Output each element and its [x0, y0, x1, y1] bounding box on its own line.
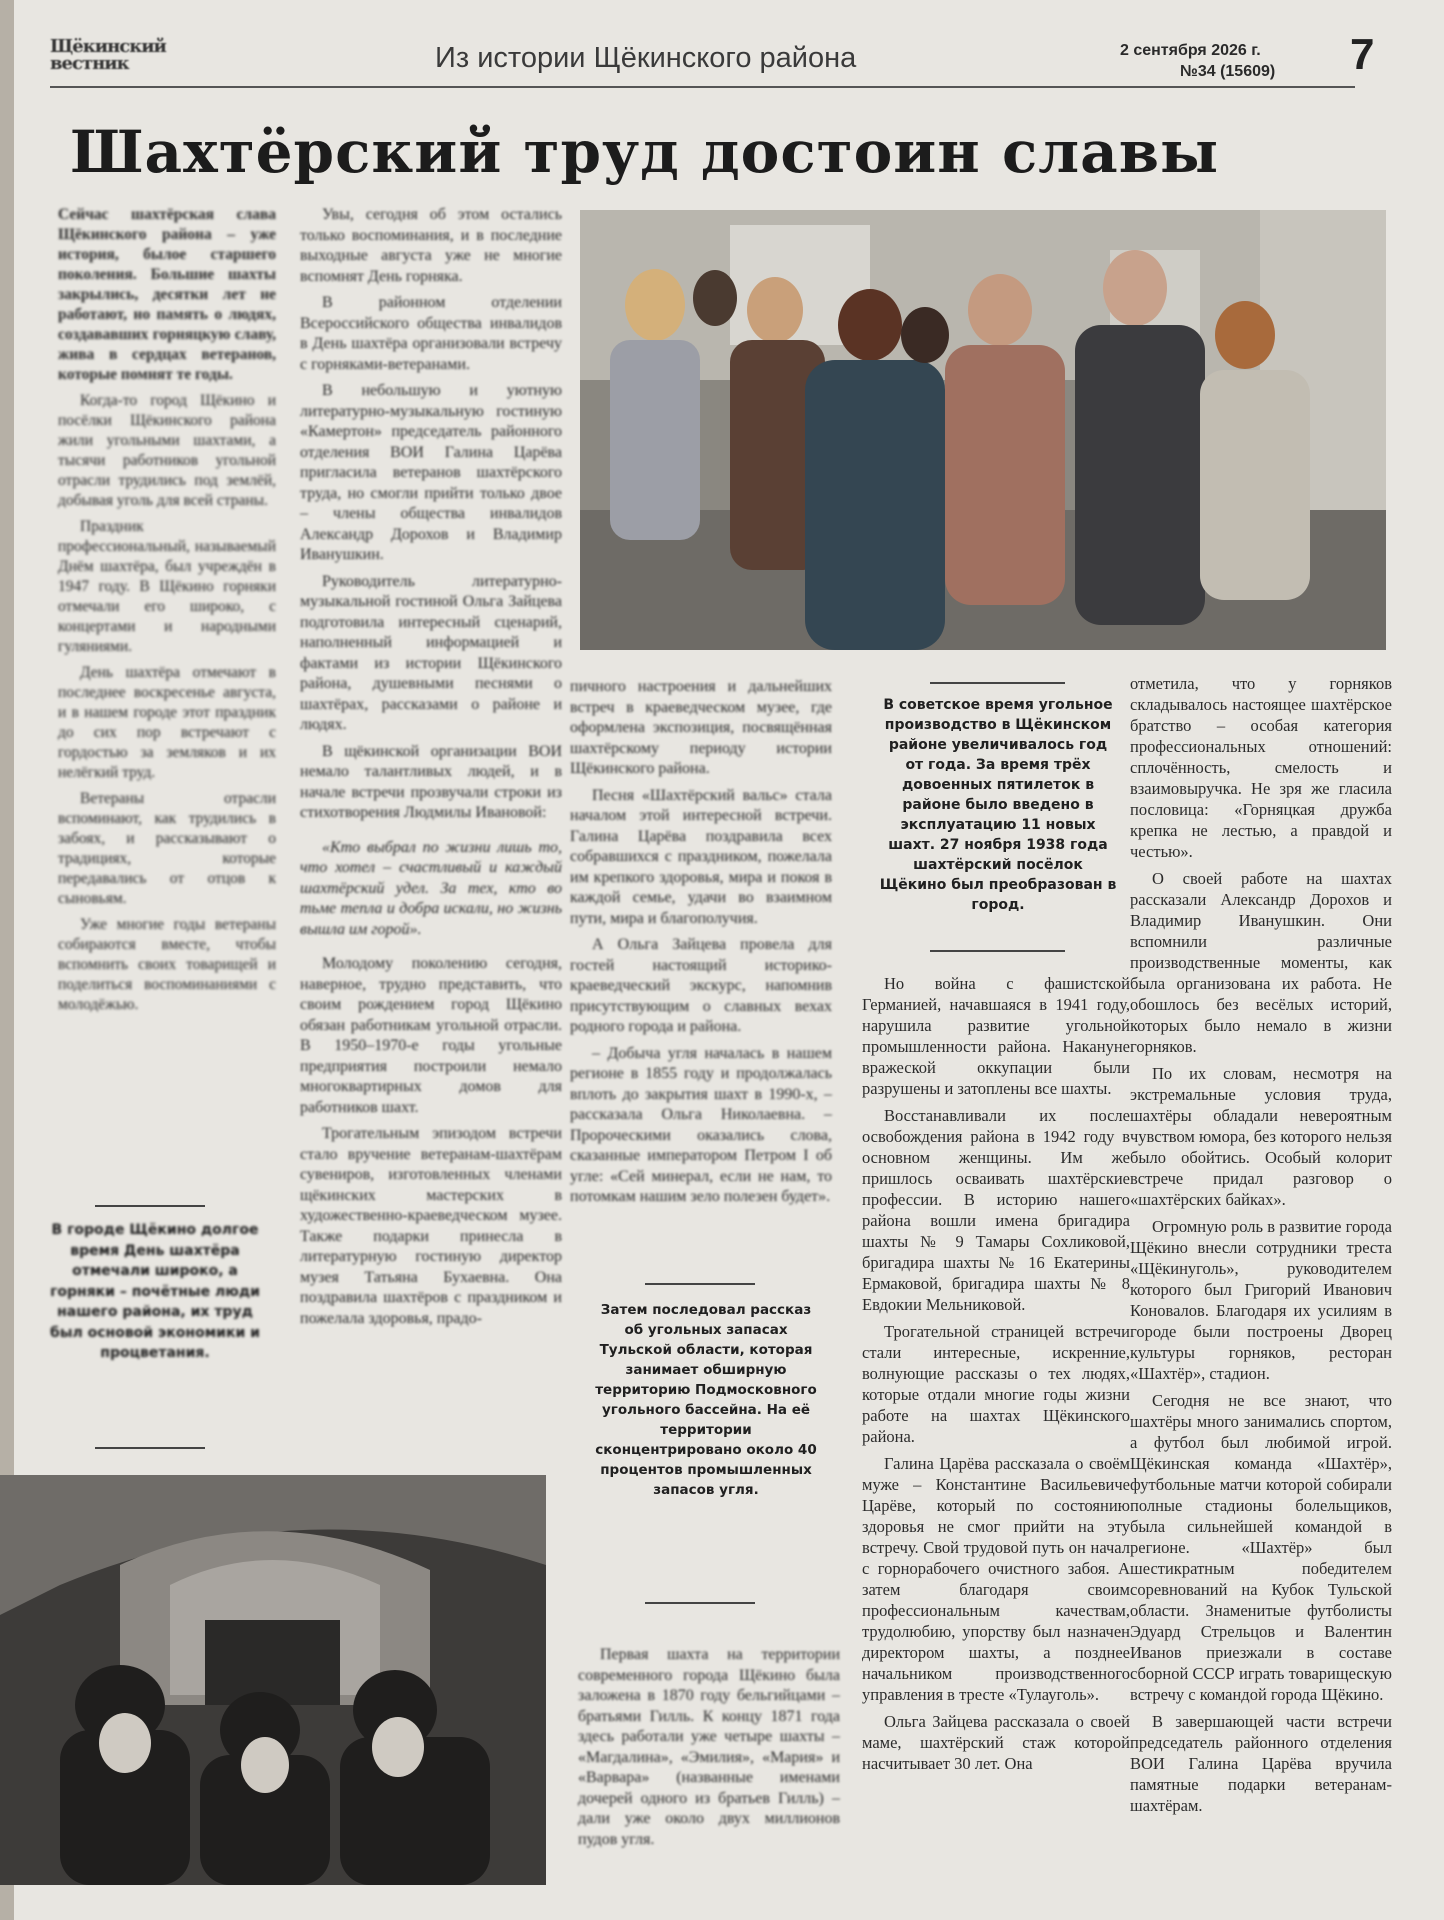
pullquote-rule: [95, 1205, 205, 1207]
paragraph: Ветераны отрасли вспоминают, как трудились в забоях, и рассказывают о традициях, которые передавались от отцов к сыновьям.: [58, 790, 276, 907]
paragraph: По их словам, несмотря на экстремальные условия труда, шахтёры обладали невероятным чувством юмора, без которого нельзя было обойтись. Особый колорит встрече придал разговор о «шахтёрских байках».: [1130, 1064, 1392, 1209]
paragraph: В щёкинской организации ВОИ немало талантливых людей, и в начале встречи прозвучали строки из стихотворения Людмилы Ивановой:: [300, 742, 562, 821]
paragraph: Но война с фашистской Германией, начавшаяся в 1941 году, нарушила развитие угольной промышленности района. Накануне вражеской оккупации были разрушены и затоплены все шахты.: [862, 974, 1130, 1098]
group-photo-image: [580, 210, 1386, 650]
pullquote-rule: [645, 1602, 755, 1604]
paragraph: В небольшую и уютную литературно-музыкальную гостиную «Камертон» председатель районного отделения ВОИ Галина Царёва пригласила ветеранов шахтёрского труда, но смогли прийти только двое – члены общества инвалидов Александр Дорохов и Владимир Иванушкин.: [300, 382, 562, 563]
article-column-3: [570, 677, 832, 1262]
article-headline: Шахтёрский труд достоин славы: [70, 118, 1220, 186]
paragraph: отметила, что у горняков складывалось настоящее шахтёрское братство – особая категория профессиональных отношений: сплочённость, смелость и взаимовыручка. Не зря же гласила пословица: «Горняцкая дружба крепка не лестью, а правдой и честью».: [1130, 674, 1392, 861]
article-column-3-continued: [578, 1645, 840, 1890]
paragraph: Песня «Шахтёрский вальс» стала началом этой интересной встречи. Галина Царёва поздравила всех собравшихся с праздником, пожелала им крепкого здоровья, мира и покоя в каждой семье, удачи во взаимном пути, мира и благополучия.: [570, 786, 832, 927]
pullquote: Затем последовал рассказ об угольных запасах Тульской области, которая занимает обширную территорию Подмосковного угольного бассейна. На её территории сконцентрировано около 40 процентов промышленных запасов угля.: [595, 1302, 817, 1498]
paragraph: Первая шахта на территории современного города Щёкино была заложена в 1870 году бельгийцами – братьями Гилль. К концу 1871 года здесь работали уже четыре шахты – «Магдалина», «Эмилия», «Мария» и «Варвара» (названные именами дочерей одного из братьев Гилль) – дали уже около двух миллионов пудов угля.: [578, 1646, 840, 1848]
paragraph: Сейчас шахтёрская слава Щёкинского района – уже история, былое старшего поколения. Большие шахты закрылись, десятки лет не работают, но память о людях, создававших горняцкую славу, жива в сердцах ветеранов, которые помнят те годы.: [58, 206, 276, 383]
archive-mine-photo: [0, 1475, 546, 1885]
group-photo: [580, 210, 1386, 650]
article-column-2: [300, 205, 562, 1463]
paragraph: Огромную роль в развитие города Щёкино внесли сотрудники треста «Щёкинуголь», руководителем которого был Григорий Иванович Коновалов. Благодаря их усилиям в городе были построены Дворец культуры горняков, ресторан «Шахтёр», стадион.: [1130, 1217, 1392, 1383]
article-column-1: [58, 205, 276, 1195]
paragraph: Восстанавливали их после освобождения района в 1942 году в основном женщины. Им же пришлось осваивать шахтёрские профессии. В историю нашего района вошли имена бригадира шахты № 9 Тамары Сохликовой, бригадира шахты № 16 Екатерины Ермаковой, бригадира шахты № 8 Евдокии Мельниковой.: [862, 1106, 1130, 1314]
article-column-4: [862, 973, 1130, 1883]
issue-info: [1120, 40, 1330, 82]
paragraph: пичного настроения и дальнейших встреч в краеведческом музее, где оформлена экспозиция, посвящённая шахтёрскому периоду истории Щёкинского района.: [570, 678, 832, 777]
section-title: Из истории Щёкинского района: [435, 42, 857, 74]
paragraph: Трогательным эпизодом встречи стало вручение ветеранам-шахтёрам сувениров, изготовленных членами щёкинских мастерских в художественно-краеведческом музее. Также подарки принесла в литературную гостиную директор музея Татьяна Бухаевна. Она поздравила шахтёров с праздником и пожелала здоровья, прадо-: [300, 1125, 562, 1327]
verse: «Кто выбрал по жизни лишь то, что хотел – счастливый и каждый шахтёрский удел. За тех, кто во тьме тепла и добра искали, но жизнь вышла им горой».: [300, 838, 562, 938]
pullquote: В городе Щёкино долгое время День шахтёра отмечали широко, а горняки – почётные люди нашего района, их труд был основой экономики и процветания.: [50, 1222, 260, 1361]
paragraph: Молодому поколению сегодня, наверное, трудно представить, что своим рождением город Щёкино обязан работникам угольной отрасли. В 1950–1970-е годы угольные предприятия построили немало многоквартирных домов для работников шахт.: [300, 955, 562, 1116]
pullquote-rule: [930, 682, 1065, 684]
paragraph: О своей работе на шахтах рассказали Александр Дорохов и Владимир Иванушкин. Они вспомнили различные производственные моменты, как была организована их работа. Не обошлось без весёлых историй, которых было немало в жизни горняков.: [1130, 869, 1392, 1056]
pullquote-rule: [645, 1283, 755, 1285]
paragraph: А Ольга Зайцева провела для гостей настоящий историко-краеведческий экскурс, напомнив присутствующим о славных вехах родного города и района.: [570, 936, 832, 1035]
newspaper-logo: Щёкинский вестник: [50, 36, 166, 74]
issue-date: 2 сентября 2026 г.: [1120, 42, 1261, 59]
paragraph: Ольга Зайцева рассказала о своей маме, шахтёрский стаж которой насчитывает 30 лет. Она: [862, 1712, 1130, 1773]
header-rule: [50, 86, 1355, 88]
page-header: [50, 30, 1375, 90]
paragraph: Увы, сегодня об этом остались только воспоминания, и в последние выходные августа уже не многие вспомнят День горняка.: [300, 206, 562, 285]
pullquote-rule: [930, 950, 1065, 952]
paragraph: День шахтёра отмечают в последнее воскресенье августа, и в нашем городе этот праздник до сих пор встречают с гордостью за земляков и их нелёгкий труд.: [58, 664, 276, 781]
article-column-5: [1130, 673, 1392, 1888]
paragraph: Уже многие годы ветераны собираются вместе, чтобы вспомнить своих товарищей и поделиться воспоминаниями с молодёжью.: [58, 916, 276, 1013]
paragraph: Когда-то город Щёкино и посёлки Щёкинского района жили угольными шахтами, а тысячи работников угольной отрасли трудились под землёй, добывая уголь для всей страны.: [58, 392, 276, 509]
paragraph: Галина Царёва рассказала о своём муже – Константине Васильевиче Царёве, который по состоянию здоровья не смог прийти на эту встречу. Свой трудовой путь он начал с горнорабочего очистного забоя. А затем благодаря своим профессиональным качествам, трудолюбию, упорству был назначен директором шахты, а позднее начальником производственного управления в тресте «Тулауголь».: [862, 1454, 1130, 1704]
paragraph: – Добыча угля началась в нашем регионе в 1855 году и продолжалась вплоть до закрытия шахт в 1990-х, – рассказала Ольга Николаевна. – Пророческими оказались слова, сказанные императором Петром I об угле: «Сей минерал, если не нам, то потомкам нашим зело полезен будет».: [570, 1044, 832, 1205]
pullquote-rule: [95, 1447, 205, 1449]
archive-mine-photo-image: [0, 1475, 546, 1885]
paragraph: В районном отделении Всероссийского общества инвалидов в День шахтёра организовали встречу с горняками-ветеранами.: [300, 294, 562, 373]
paragraph: В завершающей части встречи председатель районного отделения ВОИ Галина Царёва вручила памятные подарки ветеранам-шахтёрам.: [1130, 1712, 1392, 1815]
paragraph: Сегодня не все знают, что шахтёры много занимались спортом, а футбол был любимой игрой. Щёкинская команда «Шахтёр», футбольные матчи которой собирали полные стадионы болельщиков, была сильнейшей командой в регионе. «Шахтёр» был шестикратным победителем соревнований на Кубок Тульской области. Знаменитые футболисты Эдуард Стрельцов и Валентин Иванов приезжали в составе сборной СССР играть товарищескую встречу с командой города Щёкино.: [1130, 1391, 1392, 1704]
paragraph: Праздник профессиональный, называемый Днём шахтёра, был учреждён в 1947 году. В Щёкино горняки отмечали его широко, с концертами и народными гуляниями.: [58, 518, 276, 655]
issue-number: №34 (15609): [1180, 63, 1276, 80]
pullquote: В советское время угольное производство в Щёкинском районе увеличивалось год от года. За время трёх довоенных пятилеток в районе было введено в эксплуатацию 11 новых шахт. 27 ноября 1938 года шахтёрский посёлок Щёкино был преобразован в город.: [879, 697, 1117, 913]
paragraph: Трогательной страницей встречи стали интересные, искренние, волнующие рассказы о тех людях, которые отдали многие годы жизни работе на шахтах Щёкинского района.: [862, 1322, 1130, 1446]
paragraph: Руководитель литературно-музыкальной гостиной Ольга Зайцева подготовила интересный сценарий, наполненный информацией и фактами из истории Щёкинского района, душевными песнями о шахтёрах, рассказами о районе и людях.: [300, 572, 562, 733]
page-number: 7: [1350, 30, 1375, 79]
